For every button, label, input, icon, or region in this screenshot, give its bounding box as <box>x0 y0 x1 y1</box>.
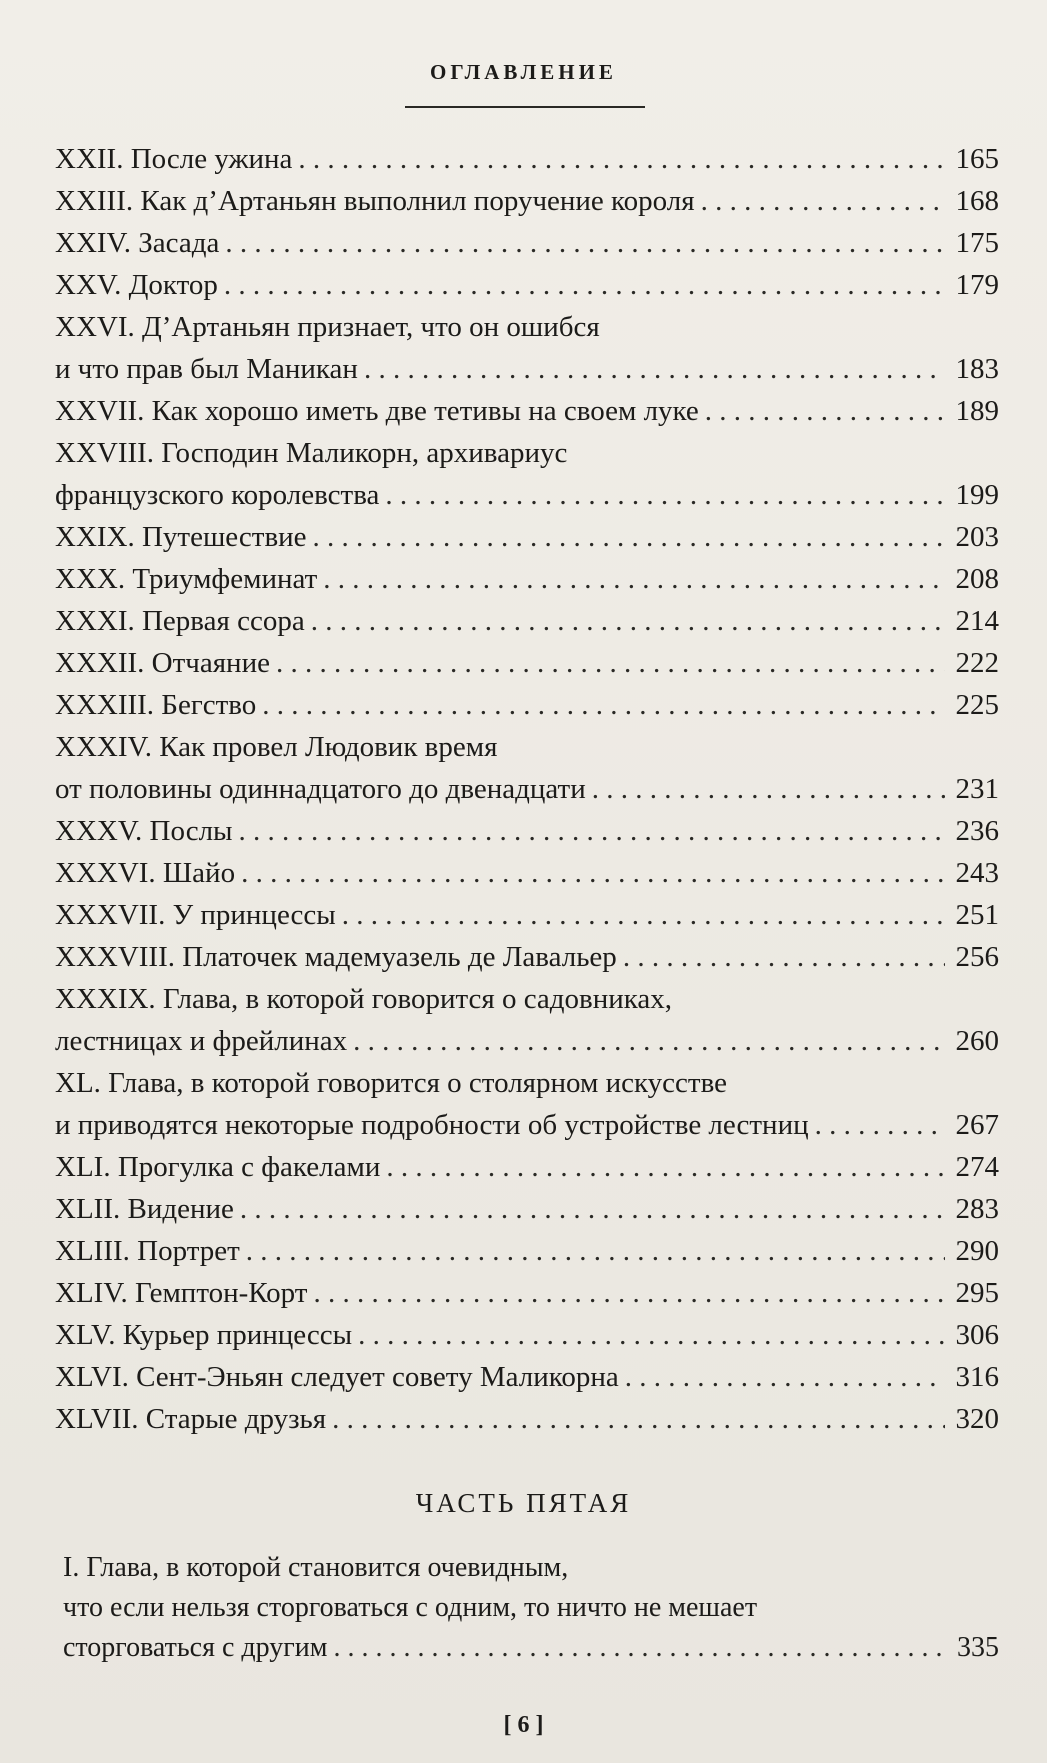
toc-entry-title: XXV. Доктор <box>55 269 218 301</box>
toc-entry-title: XXX. Триумфеминат <box>55 563 318 595</box>
toc-entry-title: XXIV. Засада <box>55 227 220 259</box>
toc-entry-line <box>55 894 999 936</box>
dot-leader <box>262 684 945 726</box>
toc-entry-title: и приводятся некоторые подробности об устройстве лестниц <box>55 1109 809 1141</box>
toc-entry-title: XLVI. Сент-Эньян следует совету Маликорна <box>55 1361 619 1393</box>
toc-entry-title: XLII. Видение <box>55 1193 234 1225</box>
page-header: ОГЛАВЛЕНИЕ <box>430 60 617 84</box>
toc-entry-title: XLVII. Старые друзья <box>55 1403 327 1435</box>
toc-page-number: 256 <box>955 941 999 973</box>
toc-entry-line <box>55 1146 999 1188</box>
toc-entry <box>55 222 999 264</box>
toc-page-number: 251 <box>955 899 999 931</box>
toc-entry-title: XXVII. Как хорошо иметь две тетивы на своем луке <box>55 395 699 427</box>
toc-entry-line <box>63 1548 999 1588</box>
toc-entry-line <box>55 1314 999 1356</box>
toc-entry-line <box>55 1062 999 1104</box>
toc-entry-title: XXXIX. Глава, в которой говорится о садовниках, <box>55 983 673 1015</box>
toc-page-number: 208 <box>955 563 999 595</box>
toc-entry-line <box>55 810 999 852</box>
dot-leader <box>225 222 945 264</box>
toc-entry-line <box>55 432 999 474</box>
toc-entry-line <box>55 642 999 684</box>
dot-leader <box>364 348 945 390</box>
toc-entry <box>55 1272 999 1314</box>
dot-leader <box>332 1398 945 1440</box>
toc-entry-line <box>55 264 999 306</box>
toc-page-number: 214 <box>955 605 999 637</box>
toc-entry-line <box>55 936 999 978</box>
toc-page-number: 290 <box>955 1235 999 1267</box>
dot-leader <box>701 180 945 222</box>
dot-leader <box>239 810 945 852</box>
toc-page-number: 189 <box>955 395 999 427</box>
toc-page-number: 295 <box>955 1277 999 1309</box>
dot-leader <box>815 1104 945 1146</box>
toc-entry <box>55 432 999 516</box>
toc-page-number: 316 <box>955 1361 999 1393</box>
toc-entry-line <box>55 1230 999 1272</box>
dot-leader <box>241 852 945 894</box>
toc-entry-line <box>55 1188 999 1230</box>
dot-leader <box>246 1230 945 1272</box>
dot-leader <box>313 516 945 558</box>
toc-page-number: 179 <box>955 269 999 301</box>
toc-page-number: 222 <box>955 647 999 679</box>
toc-page-number: 236 <box>955 815 999 847</box>
dot-leader <box>353 1020 945 1062</box>
dot-leader <box>240 1188 945 1230</box>
toc-entry <box>55 600 999 642</box>
dot-leader <box>385 474 945 516</box>
toc-entry-line <box>55 1104 999 1146</box>
toc-entry-title: XLIII. Портрет <box>55 1235 240 1267</box>
toc-page-number: 168 <box>955 185 999 217</box>
dot-leader <box>298 138 945 180</box>
toc-entry-title: XLV. Курьер принцессы <box>55 1319 353 1351</box>
toc-entry-line <box>55 306 999 348</box>
toc-entry <box>55 558 999 600</box>
toc-entry <box>55 306 999 390</box>
toc-entry-line <box>55 222 999 264</box>
toc-entry <box>55 180 999 222</box>
toc-entry-title: XXIII. Как д’Артаньян выполнил поручение короля <box>55 185 695 217</box>
table-of-contents-part-five <box>63 1548 999 1668</box>
toc-entry-line <box>55 558 999 600</box>
toc-entry <box>55 726 999 810</box>
toc-entry-title: XXVIII. Господин Маликорн, архивариус <box>55 437 568 469</box>
toc-entry-title: XL. Глава, в которой говорится о столярном искусстве <box>55 1067 727 1099</box>
toc-entry <box>55 936 999 978</box>
toc-entry-title: и что прав был Маникан <box>55 353 358 385</box>
part-title: ЧАСТЬ ПЯТАЯ <box>415 1488 632 1518</box>
toc-entry <box>55 1314 999 1356</box>
page-number: [ 6 ] <box>503 1712 544 1738</box>
toc-entry-title: XLI. Прогулка с факелами <box>55 1151 381 1183</box>
toc-entry-title: XXIX. Путешествие <box>55 521 307 553</box>
toc-entry <box>55 138 999 180</box>
dot-leader <box>311 600 945 642</box>
toc-page-number: 274 <box>955 1151 999 1183</box>
toc-entry <box>55 642 999 684</box>
toc-entry <box>55 1398 999 1440</box>
toc-entry <box>55 390 999 432</box>
toc-entry-line <box>55 516 999 558</box>
dot-leader <box>342 894 945 936</box>
toc-page-number: 231 <box>955 773 999 805</box>
toc-page-number: 283 <box>955 1193 999 1225</box>
dot-leader <box>386 1146 945 1188</box>
table-of-contents <box>55 138 999 1440</box>
toc-page-number: 225 <box>955 689 999 721</box>
dot-leader <box>224 264 945 306</box>
dot-leader <box>313 1272 945 1314</box>
header-rule <box>405 106 645 108</box>
dot-leader <box>592 768 945 810</box>
toc-entry-title: XXXVIII. Платочек мадемуазель де Лавальер <box>55 941 617 973</box>
toc-entry-line <box>55 1272 999 1314</box>
toc-entry <box>55 516 999 558</box>
toc-entry-title: XXVI. Д’Артаньян признает, что он ошибся <box>55 311 600 343</box>
dot-leader <box>323 558 945 600</box>
dot-leader <box>623 936 945 978</box>
toc-entry-title: XXII. После ужина <box>55 143 293 175</box>
toc-entry-title: XXXI. Первая ссора <box>55 605 305 637</box>
toc-entry-line <box>55 768 999 810</box>
toc-page-number: 306 <box>955 1319 999 1351</box>
toc-page-number: 203 <box>955 521 999 553</box>
toc-entry <box>55 1356 999 1398</box>
toc-entry-title: XXXIII. Бегство <box>55 689 257 721</box>
dot-leader <box>358 1314 945 1356</box>
toc-entry-line <box>55 138 999 180</box>
toc-entry-line <box>55 684 999 726</box>
dot-leader <box>333 1628 945 1668</box>
toc-entry-line <box>63 1588 999 1628</box>
toc-page-number: 267 <box>955 1109 999 1141</box>
toc-entry-title: XXXVI. Шайо <box>55 857 236 889</box>
toc-entry-line <box>55 348 999 390</box>
toc-entry-title: XLIV. Гемптон-Корт <box>55 1277 308 1309</box>
toc-entry-line <box>55 390 999 432</box>
toc-page-number: 260 <box>955 1025 999 1057</box>
toc-entry-line <box>55 1398 999 1440</box>
toc-entry <box>55 852 999 894</box>
toc-page-number: 199 <box>955 479 999 511</box>
toc-entry-line <box>55 726 999 768</box>
toc-entry-title: XXXVII. У принцессы <box>55 899 336 931</box>
toc-page-number: 320 <box>955 1403 999 1435</box>
toc-entry-title: лестницах и фрейлинах <box>55 1025 348 1057</box>
toc-entry <box>55 1188 999 1230</box>
toc-page-number: 183 <box>955 353 999 385</box>
toc-entry <box>55 684 999 726</box>
toc-page-number: 243 <box>955 857 999 889</box>
toc-page-number: 175 <box>955 227 999 259</box>
toc-entry <box>55 1062 999 1146</box>
toc-entry <box>55 264 999 306</box>
toc-entry-line <box>55 978 999 1020</box>
toc-entry-title: I. Глава, в которой становится очевидным, <box>63 1552 569 1583</box>
toc-entry-line <box>55 474 999 516</box>
toc-entry <box>55 1230 999 1272</box>
toc-page-number: 335 <box>957 1632 999 1663</box>
toc-entry-line <box>55 1020 999 1062</box>
toc-entry-title: XXXV. Послы <box>55 815 233 847</box>
dot-leader <box>276 642 945 684</box>
toc-entry-title: французского королевства <box>55 479 380 511</box>
toc-entry <box>55 978 999 1062</box>
toc-entry-line <box>63 1628 999 1668</box>
dot-leader <box>625 1356 945 1398</box>
dot-leader <box>705 390 945 432</box>
toc-page-number: 165 <box>955 143 999 175</box>
toc-entry-line <box>55 852 999 894</box>
toc-entry <box>63 1548 999 1668</box>
toc-entry-title: XXXII. Отчаяние <box>55 647 270 679</box>
toc-entry <box>55 894 999 936</box>
toc-entry-line <box>55 1356 999 1398</box>
toc-entry-line <box>55 180 999 222</box>
toc-entry-title: что если нельзя сторговаться с одним, то ничто не мешает <box>63 1592 758 1623</box>
toc-entry-title: от половины одиннадцатого до двенадцати <box>55 773 586 805</box>
toc-entry <box>55 810 999 852</box>
toc-entry-title: сторговаться с другим <box>63 1632 328 1663</box>
toc-entry-title: XXXIV. Как провел Людовик время <box>55 731 498 763</box>
toc-entry-line <box>55 600 999 642</box>
toc-entry <box>55 1146 999 1188</box>
